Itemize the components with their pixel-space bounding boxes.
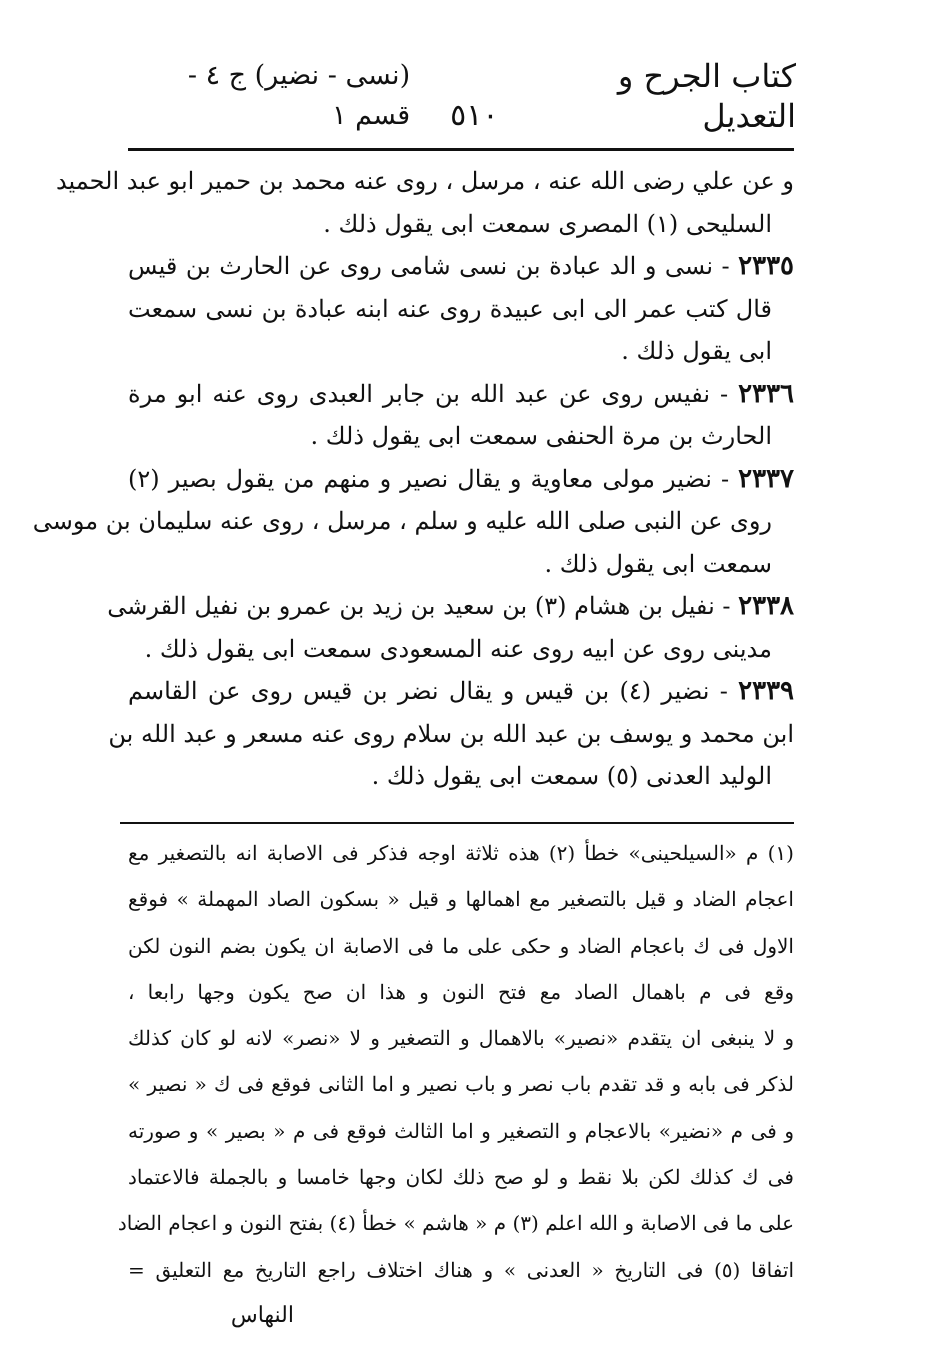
entry-line: مدينى روى عن ابيه روى عنه المسعودى سمعت ابى يقول ذلك .	[144, 634, 772, 663]
header-rule	[128, 148, 794, 151]
entry-number: ٢٣٣٩	[738, 676, 794, 706]
book-title: كتاب الجرح و التعديل	[617, 57, 796, 135]
entry-line: الحارث بن مرة الحنفى سمعت ابى يقول ذلك .	[310, 422, 772, 450]
entry-line: ابن محمد و يوسف بن عبد الله بن سلام روى عنه مسعر و عبد الله بن	[108, 719, 794, 748]
footnote-line: و لا ينبغى ان يتقدم «نصير» بالاهمال و التصغير و لا «نصر» لانه لو كان كذلك	[128, 1026, 794, 1051]
entry-text: - نضير (٤) بن قيس و يقال نضر بن قيس روى عن القاسم	[128, 677, 728, 705]
entry-2337	[32, 458, 794, 586]
footnote-line: على ما فى الاصابة و الله اعلم (٣) م « هاشم » خطأ (٤) بفتح النون و اعجام الضاد	[117, 1211, 794, 1236]
footnote-line: الاول فى ك باعجام الضاد و حكى على ما فى الاصابة ان يكون بضم النون لكن	[128, 933, 794, 958]
footnote-rule	[120, 822, 794, 824]
entry-first-line	[107, 585, 794, 628]
entry-number: ٢٣٣٨	[738, 591, 794, 621]
footnote-line: اتفاقا (٥) فى التاريخ « العدنى » و هناك اختلاف راجع التاريخ مع التعليق =	[128, 1257, 794, 1282]
entry-continuation	[55, 160, 794, 245]
entry-text: - نفيل بن هشام (٣) بن سعيد بن زيد بن عمرو بن نفيل القرشى	[107, 592, 731, 620]
footnote-line: وقع فى م باهمال الصاد مع فتح النون و هذا ان صح يكون وجها رابعا ،	[128, 979, 794, 1004]
footnote-line: لذكر فى بابه و قد تقدم باب نصر و باب نصير و اما الثانى فوقع فى ك « نصير »	[128, 1072, 794, 1097]
entries-body	[32, 160, 794, 798]
entry-text: - نفيس روى عن عبد الله بن جابر العبدى روى عنه ابو مرة	[128, 379, 729, 408]
entry-line: الوليد العدنى (٥) سمعت ابى يقول ذلك .	[371, 762, 772, 790]
entry-line: روى عن النبى صلى الله عليه و سلم ، مرسل ، روى عنه سليمان بن موسى	[32, 507, 772, 535]
entry-line: سمعت ابى يقول ذلك .	[544, 549, 772, 578]
entry-first-line	[128, 458, 794, 501]
footnote-line: فى ك كذلك لكن بلا نقط و لو صح ذلك لكان وجها خامسا و بالجملة فالاعتماد	[128, 1165, 794, 1190]
entry-first-line	[128, 373, 794, 416]
footnotes	[117, 830, 794, 1339]
footnote-line: (١) م «السيلحينى» خطأ (٢) هذه ثلاثة اوجه فذكر فى الاصابة انه بالتصغير مع	[128, 841, 794, 865]
entry-line: السليحى (١) المصرى سمعت ابى يقول ذلك .	[323, 209, 772, 238]
entry-line: ابى يقول ذلك .	[621, 337, 772, 365]
footnote-line: و فى م «نضير» بالاعجام و التصغير و اما الثالث فوقع فى م « بصير » و صورته	[128, 1118, 794, 1143]
entry-2335	[128, 245, 794, 373]
entry-number: ٢٣٣٧	[738, 463, 794, 494]
entry-first-line	[128, 245, 794, 288]
footnote-line: النهاس	[230, 1302, 294, 1328]
entry-2338	[107, 585, 794, 670]
footnote-line: اعجام الضاد و قيل بالتصغير مع اهمالها و قيل « بسكون الصاد المهملة » فوقع	[128, 887, 794, 912]
entry-number: ٢٣٣٥	[738, 251, 794, 281]
entry-text: - نضير مولى معاوية و يقال نصير و منهم من يقول بصير (٢)	[128, 464, 730, 493]
entry-2336	[128, 373, 794, 458]
entry-text: - نسى و الد عبادة بن نسى شامى روى عن الحارث بن قيس	[128, 252, 730, 280]
page-header	[128, 57, 796, 136]
entry-first-line	[128, 670, 794, 713]
entry-line: و عن علي رضى الله عنه ، مرسل ، روى عنه محمد بن حمير ابو عبد الحميد	[55, 167, 794, 195]
section-info: (نسى - نضير) ج ٤ - قسم ١	[187, 60, 411, 131]
page-number: ٥١٠	[450, 98, 499, 133]
entry-2339	[108, 670, 794, 798]
entry-number: ٢٣٣٦	[738, 378, 794, 409]
entry-line: قال كتب عمر الى ابى عبيدة روى عنه ابنه عبادة بن نسى سمعت	[128, 294, 772, 323]
